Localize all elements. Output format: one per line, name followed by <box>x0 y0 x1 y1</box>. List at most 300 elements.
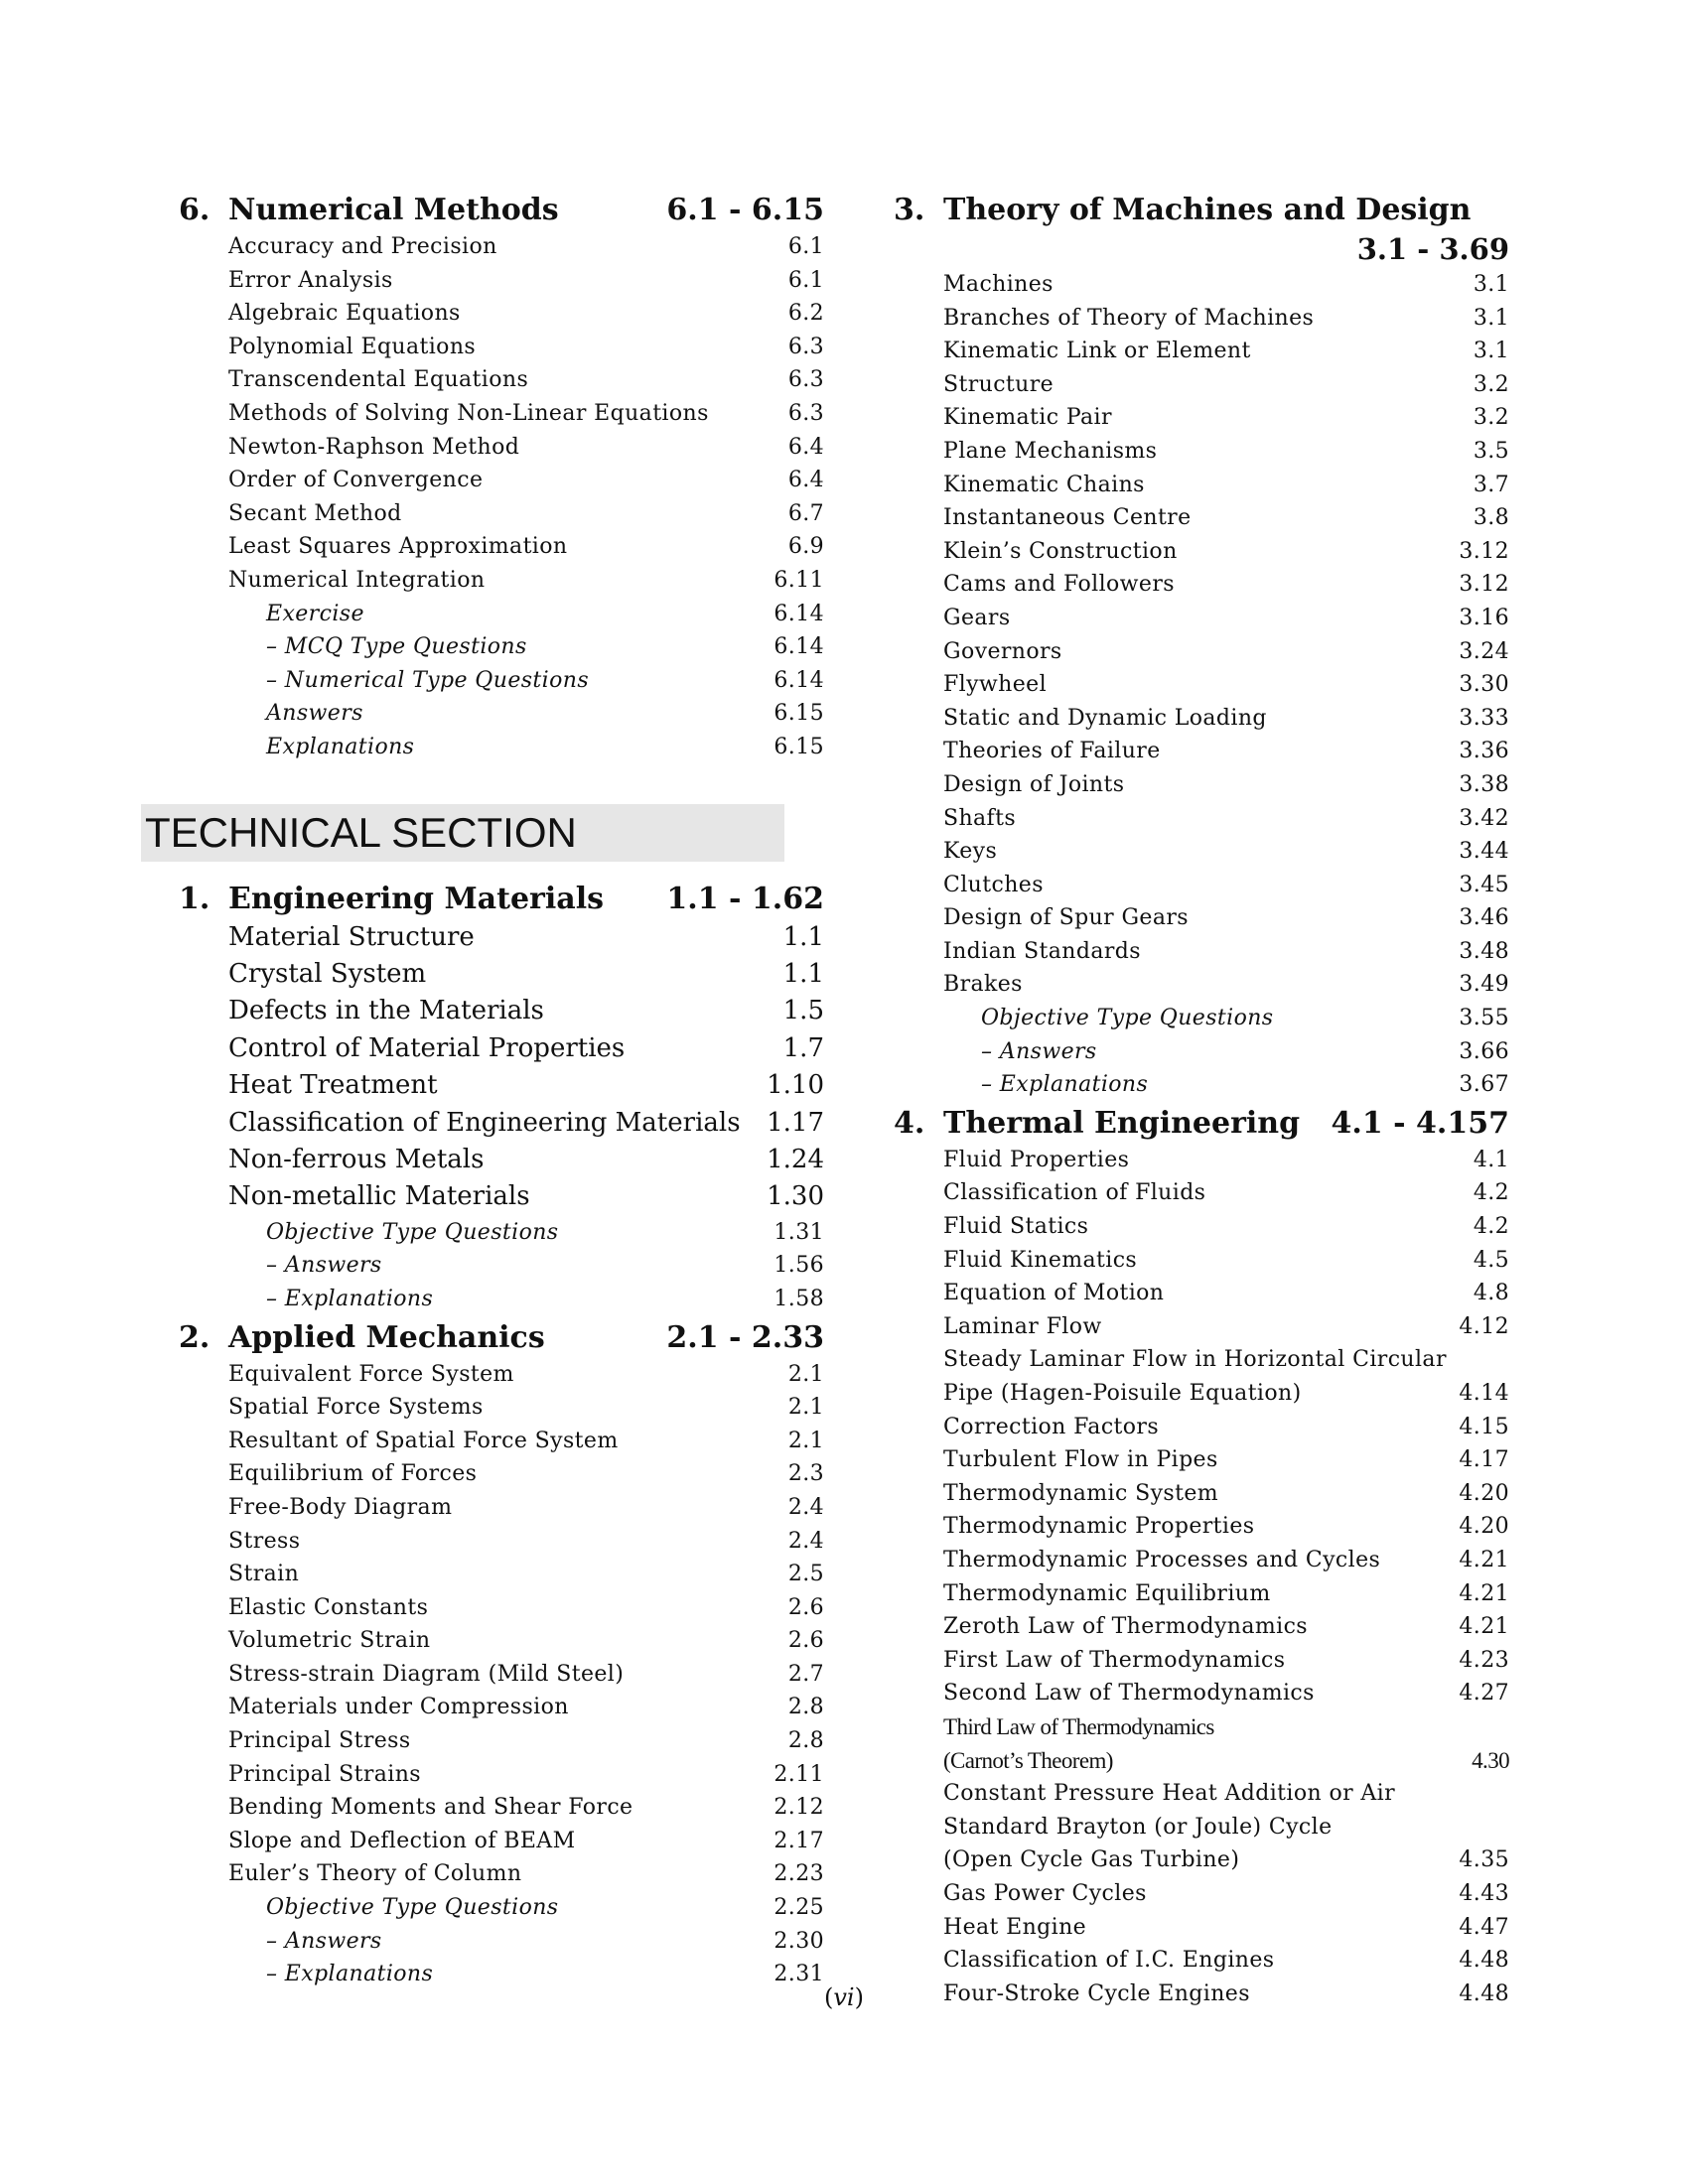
toc-entry-title: Thermodynamic System <box>943 1480 1219 1506</box>
toc-entry-page: 2.23 <box>774 1861 824 1887</box>
toc-entry-page: 3.2 <box>1473 371 1509 397</box>
chapter-2-heading <box>179 1318 824 1358</box>
toc-entry-title: Equivalent Force System <box>228 1361 514 1387</box>
toc-entry-page: 4.48 <box>1459 1948 1509 1974</box>
toc-entry-page: 2.3 <box>787 1461 824 1487</box>
toc-entry <box>228 1624 824 1658</box>
toc-entry-page: 3.67 <box>1459 1072 1509 1098</box>
toc-entry-title: Design of Joints <box>943 771 1125 797</box>
toc-entry-title: Klein’s Construction <box>943 538 1178 564</box>
toc-entry-title: Thermodynamic Processes and Cycles <box>943 1547 1381 1572</box>
toc-entry-title: Clutches <box>943 872 1044 897</box>
toc-entry <box>228 1391 824 1425</box>
toc-entry-page: 3.16 <box>1459 605 1509 630</box>
toc-entry-title: Fluid Statics <box>943 1214 1089 1240</box>
chapter-6-heading <box>179 191 824 230</box>
toc-entry-page: 6.4 <box>787 434 824 460</box>
toc-entry <box>228 230 824 264</box>
toc-entry <box>228 993 824 1029</box>
toc-entry-page: 3.48 <box>1459 938 1509 964</box>
toc-entry-page: 1.5 <box>782 996 824 1026</box>
toc-entry <box>228 1758 824 1792</box>
toc-entry-page: 4.20 <box>1459 1514 1509 1540</box>
toc-entry <box>228 1283 824 1316</box>
toc-entry-page: 4.21 <box>1459 1580 1509 1606</box>
toc-entry <box>943 1544 1509 1577</box>
toc-entry <box>943 1210 1509 1244</box>
toc-entry-title: Second Law of Thermodynamics <box>943 1681 1315 1706</box>
toc-entry-title: – Explanations <box>266 1962 434 1987</box>
toc-entry <box>228 1857 824 1891</box>
toc-entry-title: Algebraic Equations <box>228 301 461 327</box>
toc-entry-title: Explanations <box>266 734 415 759</box>
toc-entry <box>228 1791 824 1825</box>
toc-entry <box>228 664 824 698</box>
toc-entry-page: 4.21 <box>1459 1547 1509 1572</box>
chapter-4-entries <box>943 1144 1509 2010</box>
toc-entry-page: 4.43 <box>1459 1880 1509 1906</box>
toc-entry-title: Gas Power Cycles <box>943 1880 1147 1906</box>
toc-entry <box>943 435 1509 469</box>
toc-entry-title: Zeroth Law of Thermodynamics <box>943 1614 1308 1640</box>
toc-entry-title: Kinematic Chains <box>943 472 1145 497</box>
toc-entry <box>943 568 1509 602</box>
toc-entry <box>228 1030 824 1067</box>
toc-entry-page: 2.11 <box>774 1761 824 1787</box>
toc-entry <box>943 735 1509 768</box>
toc-entry-page: 6.1 <box>787 267 824 293</box>
toc-entry <box>943 668 1509 702</box>
toc-entry-page: 6.1 <box>787 234 824 259</box>
toc-entry-title: Fluid Properties <box>943 1147 1130 1172</box>
chapter-page-range: 3.1 - 3.69 <box>1356 232 1509 266</box>
toc-entry-title: Heat Treatment <box>228 1070 438 1101</box>
toc-entry-page: 3.2 <box>1473 405 1509 431</box>
toc-entry-page: 3.1 <box>1473 339 1509 364</box>
toc-entry-title: Correction Factors <box>943 1414 1160 1439</box>
toc-entry <box>228 363 824 397</box>
toc-entry <box>228 1691 824 1724</box>
toc-entry <box>228 431 824 465</box>
toc-entry-page: 4.2 <box>1473 1214 1509 1240</box>
toc-entry-title: Indian Standards <box>943 938 1141 964</box>
toc-entry-title: – Answers <box>266 1928 382 1954</box>
toc-entry <box>943 1710 1509 1744</box>
toc-entry-page: 4.5 <box>1473 1247 1509 1273</box>
chapter-1-entries <box>228 919 824 1316</box>
chapter-number: 2. <box>179 1319 211 1355</box>
toc-entry-title: – Numerical Type Questions <box>266 667 590 693</box>
toc-entry <box>943 1677 1509 1710</box>
toc-entry-title: Cams and Followers <box>943 572 1175 598</box>
toc-entry-page: 1.10 <box>767 1070 824 1101</box>
toc-entry-title: Instantaneous Centre <box>943 505 1192 531</box>
toc-entry-title: Keys <box>943 839 998 865</box>
toc-entry <box>943 768 1509 802</box>
page-number: (vi) <box>824 1983 864 2011</box>
toc-entry-page: 6.9 <box>787 534 824 560</box>
toc-entry <box>943 1144 1509 1177</box>
chapter-number: 6. <box>179 193 211 227</box>
toc-entry-page: 3.12 <box>1459 572 1509 598</box>
toc-entry-page: 2.8 <box>787 1695 824 1720</box>
toc-entry <box>943 935 1509 969</box>
toc-entry-title: Defects in the Materials <box>228 996 544 1026</box>
toc-entry <box>228 956 824 993</box>
toc-entry-title: Bending Moments and Shear Force <box>228 1795 633 1821</box>
toc-entry-page: 6.14 <box>774 601 824 626</box>
chapter-number: 1. <box>179 881 211 916</box>
toc-entry-title: Shafts <box>943 805 1017 831</box>
toc-entry <box>228 1558 824 1591</box>
chapter-6-entries <box>228 230 824 764</box>
toc-entry-page: 2.6 <box>787 1628 824 1654</box>
chapter-number: 4. <box>894 1105 925 1141</box>
toc-entry-page: 2.12 <box>774 1795 824 1821</box>
chapter-1-heading <box>179 880 824 919</box>
toc-entry <box>943 268 1509 302</box>
toc-entry-title: Branches of Theory of Machines <box>943 305 1315 331</box>
toc-entry-page: 1.1 <box>782 958 824 989</box>
toc-entry-title: – Answers <box>266 1253 382 1279</box>
toc-entry-page: 2.4 <box>787 1528 824 1554</box>
toc-entry-title: Structure <box>943 371 1055 397</box>
toc-entry-title: Equilibrium of Forces <box>228 1461 478 1487</box>
toc-entry-page: 1.56 <box>774 1253 824 1279</box>
toc-entry <box>228 1925 824 1959</box>
toc-entry <box>943 401 1509 435</box>
toc-entry <box>943 702 1509 736</box>
chapter-4-heading <box>894 1104 1509 1144</box>
toc-entry-title: Slope and Deflection of BEAM <box>228 1828 576 1853</box>
toc-entry-title: Objective Type Questions <box>266 1895 559 1921</box>
chapter-page-range: 1.1 - 1.62 <box>666 881 824 916</box>
toc-entry-page: 6.11 <box>774 567 824 593</box>
toc-entry <box>943 1644 1509 1678</box>
toc-entry-title: Third Law of Thermodynamics <box>943 1713 1214 1739</box>
toc-entry-title: Error Analysis <box>228 267 393 293</box>
toc-entry <box>228 1178 824 1215</box>
toc-entry-page: 1.7 <box>782 1032 824 1063</box>
toc-entry <box>228 1591 824 1625</box>
toc-entry <box>943 501 1509 535</box>
toc-entry-title: Free-Body Diagram <box>228 1494 453 1520</box>
toc-right-column <box>894 189 1509 2010</box>
toc-entry-page: 1.30 <box>767 1181 824 1212</box>
toc-entry <box>943 535 1509 569</box>
toc-entry <box>943 1877 1509 1911</box>
toc-entry <box>943 1510 1509 1544</box>
toc-entry-page: 4.12 <box>1459 1313 1509 1339</box>
toc-entry-title: Pipe (Hagen-Poisuile Equation) <box>943 1381 1302 1406</box>
toc-entry-title: Laminar Flow <box>943 1313 1102 1339</box>
toc-entry-page: 2.4 <box>787 1494 824 1520</box>
toc-entry-title: First Law of Thermodynamics <box>943 1647 1286 1673</box>
toc-entry-title: Material Structure <box>228 921 475 952</box>
toc-entry <box>228 1249 824 1283</box>
toc-entry-page: 3.45 <box>1459 872 1509 897</box>
toc-entry <box>228 1105 824 1142</box>
toc-entry-title: Control of Material Properties <box>228 1032 626 1063</box>
chapter-number: 3. <box>894 193 925 227</box>
toc-entry <box>943 901 1509 935</box>
toc-entry-page: 3.66 <box>1459 1038 1509 1064</box>
toc-entry-page: 6.3 <box>787 367 824 393</box>
toc-entry <box>228 497 824 531</box>
toc-entry-title: (Open Cycle Gas Turbine) <box>943 1847 1240 1873</box>
toc-entry-page: 6.2 <box>787 301 824 327</box>
toc-entry-page: 6.3 <box>787 334 824 359</box>
toc-entry-page: 6.3 <box>787 400 824 426</box>
toc-entry-title: Kinematic Pair <box>943 405 1112 431</box>
chapter-title: Engineering Materials <box>228 881 604 916</box>
toc-entry-page: 3.38 <box>1459 771 1509 797</box>
chapter-page-range: 6.1 - 6.15 <box>666 193 824 227</box>
toc-entry-title: – MCQ Type Questions <box>266 634 527 660</box>
toc-entry-page: 2.1 <box>787 1361 824 1387</box>
toc-entry-title: Thermodynamic Properties <box>943 1514 1255 1540</box>
toc-entry-title: Static and Dynamic Loading <box>943 705 1267 731</box>
toc-entry <box>943 635 1509 669</box>
toc-entry-title: Strain <box>228 1562 300 1587</box>
toc-entry <box>228 598 824 631</box>
toc-entry-title: Classification of Engineering Materials <box>228 1107 741 1138</box>
toc-entry-title: Polynomial Equations <box>228 334 477 359</box>
toc-entry-page: 2.8 <box>787 1728 824 1754</box>
chapter-title: Theory of Machines and Design <box>943 193 1472 227</box>
toc-entry <box>228 1525 824 1559</box>
toc-entry-title: Elastic Constants <box>228 1594 429 1620</box>
toc-left-column <box>145 189 824 1991</box>
toc-entry-page: 3.1 <box>1473 305 1509 331</box>
chapter-page-range: 4.1 - 4.157 <box>1331 1105 1509 1141</box>
toc-entry-title: Spatial Force Systems <box>228 1395 484 1421</box>
chapter-title: Thermal Engineering <box>943 1105 1301 1141</box>
toc-entry-page: 4.17 <box>1459 1447 1509 1473</box>
toc-entry-page: 4.2 <box>1473 1180 1509 1206</box>
toc-entry-page: 4.21 <box>1459 1614 1509 1640</box>
toc-entry-page: 3.12 <box>1459 538 1509 564</box>
toc-entry-title: Equation of Motion <box>943 1281 1165 1306</box>
toc-entry-title: Newton-Raphson Method <box>228 434 520 460</box>
toc-entry-title: Principal Strains <box>228 1761 421 1787</box>
toc-entry-title: Objective Type Questions <box>981 1006 1274 1031</box>
toc-entry-page: 4.23 <box>1459 1647 1509 1673</box>
toc-entry-title: Stress-strain Diagram (Mild Steel) <box>228 1661 625 1687</box>
toc-entry <box>943 1811 1509 1844</box>
toc-entry <box>943 1944 1509 1978</box>
toc-entry-title: (Carnot’s Theorem) <box>943 1747 1113 1773</box>
toc-entry <box>943 1777 1509 1811</box>
toc-entry <box>228 1216 824 1250</box>
toc-entry-page: 3.55 <box>1459 1006 1509 1031</box>
toc-entry-title: – Answers <box>981 1038 1097 1064</box>
toc-entry-page: 3.49 <box>1459 972 1509 998</box>
toc-entry <box>943 368 1509 402</box>
toc-entry <box>943 302 1509 336</box>
toc-entry-title: Kinematic Link or Element <box>943 339 1251 364</box>
toc-entry <box>228 1658 824 1692</box>
toc-entry-page: 3.24 <box>1459 638 1509 664</box>
toc-entry <box>943 602 1509 635</box>
toc-entry <box>228 397 824 431</box>
toc-entry <box>943 335 1509 368</box>
toc-entry <box>943 1411 1509 1444</box>
chapter-3-entries <box>943 268 1509 1102</box>
chapter-page-range: 2.1 - 2.33 <box>666 1319 824 1355</box>
toc-entry-title: – Explanations <box>266 1286 434 1311</box>
toc-entry <box>943 835 1509 869</box>
toc-entry-title: Transcendental Equations <box>228 367 529 393</box>
toc-entry-title: Objective Type Questions <box>266 1219 559 1245</box>
toc-entry-title: Gears <box>943 605 1011 630</box>
toc-entry-title: Crystal System <box>228 958 427 989</box>
toc-entry <box>228 1891 824 1925</box>
toc-entry-page: 4.15 <box>1459 1414 1509 1439</box>
toc-entry-title: Exercise <box>266 601 364 626</box>
toc-entry-title: Theories of Failure <box>943 739 1161 764</box>
toc-entry-page: 3.46 <box>1459 905 1509 931</box>
toc-entry-title: Secant Method <box>228 500 402 526</box>
toc-entry-page: 2.1 <box>787 1428 824 1453</box>
toc-entry-page: 2.7 <box>787 1661 824 1687</box>
toc-entry-page: 6.7 <box>787 500 824 526</box>
toc-entry-title: Machines <box>943 272 1054 297</box>
toc-entry-title: – Explanations <box>981 1072 1149 1098</box>
toc-entry-title: Stress <box>228 1528 301 1554</box>
toc-entry <box>228 1724 824 1758</box>
toc-entry-title: Flywheel <box>943 672 1048 698</box>
toc-entry <box>228 1425 824 1458</box>
toc-entry-page: 6.15 <box>774 734 824 759</box>
toc-entry-title: Methods of Solving Non-Linear Equations <box>228 400 709 426</box>
toc-entry-title: Materials under Compression <box>228 1695 569 1720</box>
toc-entry-page: 1.17 <box>767 1107 824 1138</box>
toc-entry <box>228 697 824 731</box>
toc-entry-page: 4.14 <box>1459 1381 1509 1406</box>
toc-entry-title: Answers <box>266 701 363 727</box>
toc-entry <box>943 1843 1509 1877</box>
toc-entry-page: 6.15 <box>774 701 824 727</box>
toc-entry-page: 6.4 <box>787 468 824 493</box>
toc-entry-title: Steady Laminar Flow in Horizontal Circular <box>943 1347 1447 1373</box>
toc-entry-title: Classification of Fluids <box>943 1180 1206 1206</box>
toc-entry <box>943 1343 1509 1377</box>
toc-entry <box>943 1911 1509 1945</box>
toc-entry <box>943 1310 1509 1344</box>
page-number-label: vi <box>833 1983 855 2011</box>
toc-entry <box>943 469 1509 502</box>
toc-entry <box>943 869 1509 902</box>
toc-entry <box>228 731 824 764</box>
chapter-3-heading <box>894 191 1509 230</box>
toc-entry-page: 6.14 <box>774 634 824 660</box>
toc-entry-page: 3.30 <box>1459 672 1509 698</box>
toc-entry <box>943 802 1509 836</box>
toc-entry <box>228 297 824 331</box>
toc-entry-page: 2.17 <box>774 1828 824 1853</box>
toc-entry-page: 1.58 <box>774 1286 824 1311</box>
toc-entry-title: Principal Stress <box>228 1728 411 1754</box>
toc-entry-page: 4.47 <box>1459 1914 1509 1940</box>
toc-entry-title: Euler’s Theory of Column <box>228 1861 522 1887</box>
toc-entry <box>228 264 824 298</box>
toc-entry <box>228 1457 824 1491</box>
toc-entry-page: 4.27 <box>1459 1681 1509 1706</box>
toc-entry-title: Governors <box>943 638 1062 664</box>
toc-entry <box>943 1244 1509 1278</box>
toc-entry <box>228 1825 824 1858</box>
toc-entry-page: 1.24 <box>767 1144 824 1174</box>
toc-entry <box>943 1477 1509 1511</box>
toc-entry-title: Non-ferrous Metals <box>228 1144 485 1174</box>
toc-entry <box>943 1577 1509 1611</box>
toc-entry-page: 4.48 <box>1459 1980 1509 2006</box>
toc-entry-title: Thermodynamic Equilibrium <box>943 1580 1271 1606</box>
toc-entry-page: 3.7 <box>1473 472 1509 497</box>
toc-entry-title: Standard Brayton (or Joule) Cycle <box>943 1814 1333 1840</box>
toc-entry <box>943 1377 1509 1411</box>
toc-entry-page: 3.1 <box>1473 272 1509 297</box>
toc-entry-page: 4.35 <box>1459 1847 1509 1873</box>
toc-entry-page: 1.31 <box>774 1219 824 1245</box>
toc-entry <box>228 1067 824 1104</box>
toc-entry-page: 4.20 <box>1459 1480 1509 1506</box>
toc-entry-title: Brakes <box>943 972 1023 998</box>
toc-entry-page: 4.1 <box>1473 1147 1509 1172</box>
toc-entry <box>943 1035 1509 1069</box>
toc-entry-page: 2.25 <box>774 1895 824 1921</box>
toc-entry <box>943 1277 1509 1310</box>
toc-entry <box>943 1068 1509 1102</box>
toc-entry-page: 3.8 <box>1473 505 1509 531</box>
toc-entry <box>228 1358 824 1392</box>
toc-entry <box>943 1002 1509 1035</box>
toc-entry-title: Non-metallic Materials <box>228 1181 530 1212</box>
toc-entry-page: 4.30 <box>1472 1747 1509 1773</box>
toc-entry <box>228 331 824 364</box>
toc-entry <box>943 1176 1509 1210</box>
toc-entry <box>228 464 824 497</box>
toc-entry <box>228 919 824 956</box>
toc-entry-page: 2.1 <box>787 1395 824 1421</box>
toc-entry-page: 3.36 <box>1459 739 1509 764</box>
toc-entry-page: 2.30 <box>774 1928 824 1954</box>
chapter-title: Applied Mechanics <box>228 1319 545 1355</box>
toc-entry <box>943 1744 1509 1778</box>
toc-entry-page: 3.33 <box>1459 705 1509 731</box>
toc-entry-page: 6.14 <box>774 667 824 693</box>
toc-entry <box>228 1491 824 1525</box>
toc-entry-page: 3.44 <box>1459 839 1509 865</box>
toc-entry-title: Turbulent Flow in Pipes <box>943 1447 1218 1473</box>
toc-entry-page: 2.5 <box>787 1562 824 1587</box>
toc-entry <box>228 630 824 664</box>
toc-entry-title: Accuracy and Precision <box>228 234 497 259</box>
toc-entry-page: 3.5 <box>1473 438 1509 464</box>
toc-entry <box>228 530 824 564</box>
toc-entry <box>228 1142 824 1178</box>
section-banner <box>141 804 784 862</box>
toc-entry-page: 2.31 <box>774 1962 824 1987</box>
toc-entry-title: Design of Spur Gears <box>943 905 1189 931</box>
toc-entry-title: Heat Engine <box>943 1914 1087 1940</box>
toc-entry-title: Order of Convergence <box>228 468 484 493</box>
toc-entry-title: Least Squares Approximation <box>228 534 568 560</box>
toc-entry <box>943 968 1509 1002</box>
toc-entry-title: Numerical Integration <box>228 567 486 593</box>
toc-entry-page: 1.1 <box>782 921 824 952</box>
